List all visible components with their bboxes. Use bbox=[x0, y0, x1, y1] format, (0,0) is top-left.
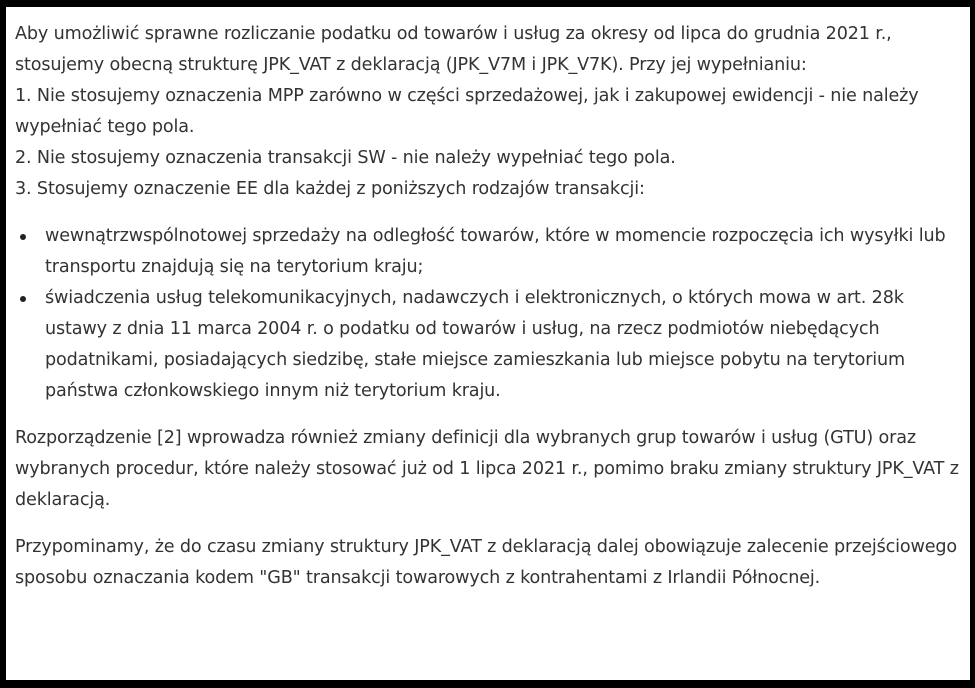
reminder-paragraph: Przypominamy, że do czasu zmiany struktury JPK_VAT z deklaracją dalej obowiązuje zalecenie przejściowego sposobu oznaczania kodem "GB" transakcji towarowych z kontrahentami z Irlandii Północnej. bbox=[15, 537, 958, 588]
bullet-item bbox=[15, 221, 960, 283]
bullet-text: wewnątrzwspólnotowej sprzedaży na odległość towarów, które w momencie rozpoczęcia ich wysyłki lub transportu znajdują się na terytorium kraju; bbox=[45, 226, 946, 277]
intro-paragraph: Aby umożliwić sprawne rozliczanie podatku od towarów i usług za okresy od lipca do grudnia 2021 r., stosujemy obecną strukturę JPK_VAT z deklaracją (JPK_V7M i JPK_V7K). Przy jej wypełnianiu: bbox=[15, 24, 892, 75]
bullet-text: świadczenia usług telekomunikacyjnych, nadawczych i elektronicznych, o których mowa w art. 28k ustawy z dnia 11 marca 2004 r. o podatku od towarów i usług, na rzecz podmiotów niebędących podatnikami, posiadających siedzibę, stałe miejsce zamieszkania lub miejsce pobytu na terytorium państwa członkowskiego innym niż terytorium kraju. bbox=[45, 288, 906, 401]
regulation-paragraph: Rozporządzenie [2] wprowadza również zmiany definicji dla wybranych grup towarów i usług (GTU) oraz wybranych procedur, które należy stosować już od 1 lipca 2021 r., pomimo braku zmiany struktury JPK_VAT z deklaracją. bbox=[15, 428, 959, 510]
document-frame bbox=[6, 7, 970, 680]
bullet-icon bbox=[20, 234, 26, 240]
numbered-item-2: 2. Nie stosujemy oznaczenia transakcji SW - nie należy wypełniać tego pola. bbox=[15, 148, 676, 168]
numbered-item-1: 1. Nie stosujemy oznaczenia MPP zarówno w części sprzedażowej, jak i zakupowej ewidencji - nie należy wypełniać tego pola. bbox=[15, 86, 919, 137]
bullet-list bbox=[15, 221, 960, 407]
bullet-icon bbox=[20, 296, 26, 302]
numbered-item-3: 3. Stosujemy oznaczenie EE dla każdej z poniższych rodzajów transakcji: bbox=[15, 179, 645, 199]
bullet-item bbox=[15, 283, 960, 407]
